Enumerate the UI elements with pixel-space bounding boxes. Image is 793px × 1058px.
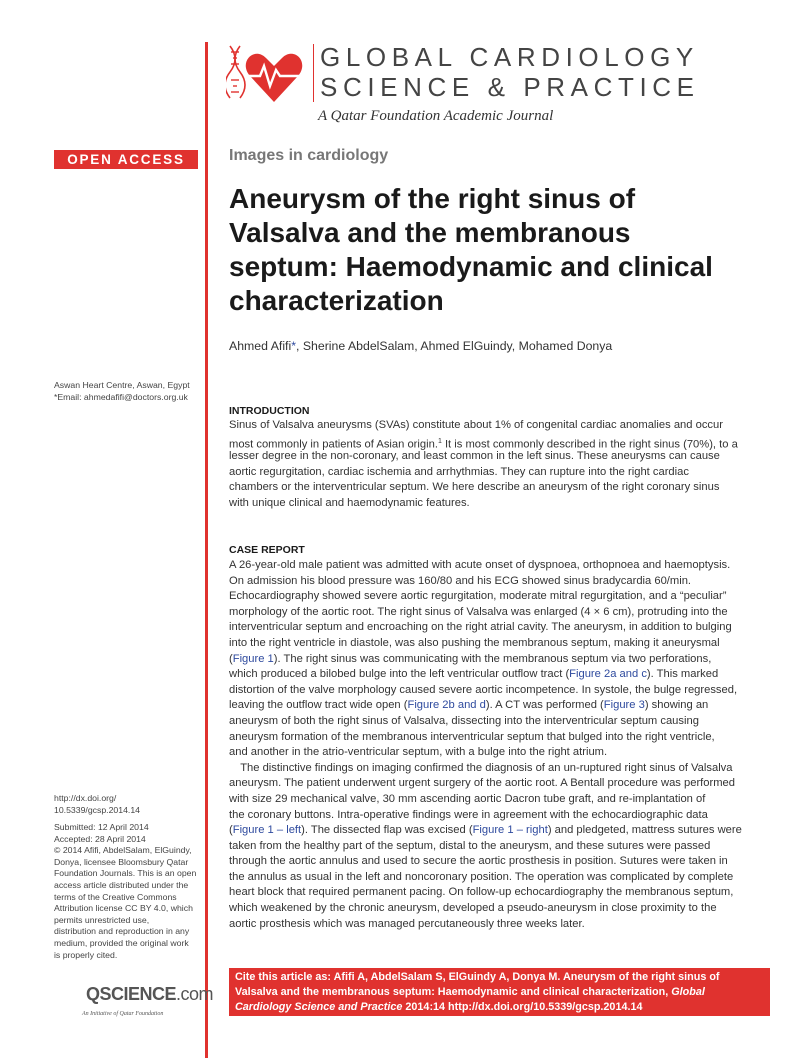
- journal-name-italic: Cardiology Science and Practice: [235, 1000, 403, 1013]
- publisher-name: QSCIENCE: [86, 984, 177, 1004]
- text-line: which weakened by the chronic aneurysm, developed a pseudo-aneurysm in close proximity to the: [229, 902, 717, 915]
- text-line: interventricular septum and encroaching on the right atrial cavity. The aneurysm, in addition to bulging: [229, 621, 732, 634]
- case-report-body: [229, 558, 774, 932]
- title-line: Aneurysm of the right sinus of: [229, 183, 636, 214]
- title-line: characterization: [229, 285, 444, 316]
- text-line: morphology of the aortic root. The right sinus of Valsalva was enlarged (4 × 6 cm), protruding into the: [229, 605, 728, 618]
- title-line: septum: Haemodynamic and clinical: [229, 251, 713, 282]
- citation-box: [229, 968, 770, 1016]
- margin-rule: [205, 42, 208, 1058]
- meta-line: distribution and reproduction in any: [54, 926, 190, 937]
- publisher-tagline: An Initiative of Qatar Foundation: [82, 1011, 164, 1017]
- meta-line: medium, provided the original work: [54, 937, 189, 948]
- figure-link[interactable]: Figure 1 – right: [472, 824, 548, 837]
- logo-divider: [313, 44, 314, 102]
- case-report-heading: CASE REPORT: [229, 544, 305, 556]
- heart-dna-icon: [226, 44, 304, 104]
- text-line: aneurysm formation of the membranous interventricular septum that bulged into the right ventricle,: [229, 730, 715, 743]
- text-line: into the right ventricle in diastole, was also pushing the membranous septum, making it aneurysmal: [229, 636, 720, 649]
- introduction-heading: INTRODUCTION: [229, 405, 310, 417]
- text-line: lesser degree in the non-coronary, and least common in the left sinus. These aneurysms can cause: [229, 450, 720, 463]
- text-line: aortic regurgitation, cardiac ischemia and arrhythmias. They can rupture into the right cardiac: [229, 465, 689, 478]
- journal-name-line2: SCIENCE & PRACTICE: [320, 72, 700, 102]
- figure-link[interactable]: Figure 1: [232, 652, 274, 665]
- section-label: Images in cardiology: [229, 147, 389, 164]
- figure-link[interactable]: Figure 2a and c: [569, 668, 647, 681]
- text-line: taken from the healthy part of the septum, distal to the aneurysm, and these sutures were passed: [229, 839, 711, 852]
- meta-line: Accepted: 28 April 2014: [54, 833, 146, 844]
- author-list: [229, 339, 612, 353]
- doi-line[interactable]: http://dx.doi.org/: [54, 793, 117, 803]
- text-line: Cite this article as: Afifi A, AbdelSalam S, ElGuindy A, Donya M. Aneurysm of the right sinus of: [235, 971, 720, 983]
- meta-line: Submitted: 12 April 2014: [54, 822, 149, 832]
- text-line: A 26-year-old male patient was admitted with acute onset of dyspnoea, orthopnoea and haemoptysis.: [229, 559, 731, 571]
- text-line: aneurysm of both the right sinus of Valsalva, dissecting into the interventricular septum causing: [229, 714, 699, 727]
- text-line: with unique clinical and haemodynamic features.: [229, 496, 470, 509]
- meta-line: permits unrestricted use,: [54, 914, 150, 925]
- meta-line: Foundation Journals. This is an open: [54, 868, 197, 879]
- text-line: aneurysm. The patient underwent urgent surgery of the aortic root. A Bentall procedure was performed: [229, 777, 735, 790]
- text-line: leaving the outflow tract wide open (Figure 2b and d). A CT was performed (Figure 3) showing an: [229, 699, 709, 712]
- affiliation-institution: Aswan Heart Centre, Aswan, Egypt: [54, 380, 190, 390]
- text-line: The distinctive findings on imaging confirmed the diagnosis of an un-ruptured right sinus of Valsalva: [229, 761, 733, 774]
- publisher-suffix: .com: [176, 984, 214, 1004]
- text-line: through the aortic annulus and used to secure the aortic prosthesis in position. Sutures were taken in: [229, 855, 728, 868]
- author-name: Ahmed Afifi: [229, 339, 292, 353]
- meta-line: is properly cited.: [54, 949, 118, 960]
- journal-name-italic: Global: [671, 985, 705, 998]
- doi-block[interactable]: [54, 793, 140, 816]
- text-line: Sinus of Valsalva aneurysms (SVAs) constitute about 1% of congenital cardiac anomalies and occur: [229, 419, 723, 431]
- doi-line[interactable]: 10.5339/gcsp.2014.14: [54, 804, 140, 815]
- reference-superscript[interactable]: 1: [437, 437, 442, 445]
- publisher-logo: [86, 984, 213, 1005]
- text-line: with size 29 mechanical valve, 30 mm ascending aortic Dacron tube graft, and re-implantation of: [229, 792, 706, 805]
- figure-link[interactable]: Figure 2b and d: [407, 699, 486, 712]
- text-line: Cardiology Science and Practice 2014:14 http://dx.doi.org/10.5339/gcsp.2014.14: [235, 1000, 643, 1013]
- text-line: Echocardiography showed severe aortic regurgitation, moderate mitral regurgitation, and a “peculiar”: [229, 590, 727, 603]
- affiliation: [54, 379, 190, 403]
- text-line: most commonly in patients of Asian origin.$^1$ It is most commonly described in the right sinus (70%), to a: [229, 437, 738, 451]
- text-line: (Figure 1 – left). The dissected flap was excised (Figure 1 – right) and pledgeted, mattress sutures were: [229, 824, 742, 837]
- corresponding-author-link[interactable]: *: [291, 339, 296, 353]
- text-line: On admission his blood pressure was 160/80 and his ECG showed sinus bradycardia 60/min.: [229, 574, 692, 587]
- journal-name-line1: GLOBAL CARDIOLOGY: [320, 42, 699, 72]
- affiliation-email[interactable]: *Email: ahmedafifi@doctors.org.uk: [54, 392, 188, 402]
- open-access-badge: OPEN ACCESS: [54, 150, 198, 169]
- meta-line: terms of the Creative Commons: [54, 891, 177, 902]
- text-line: and another in the atrio-ventricular septum, with a bulge into the right atrium.: [229, 746, 608, 759]
- meta-line: © 2014 Afifi, AbdelSalam, ElGuindy,: [54, 845, 192, 856]
- text-line: heart block that required permanent pacing. On follow-up echocardiography the membranous septum,: [229, 886, 734, 899]
- meta-line: Donya, licensee Bloomsbury Qatar: [54, 856, 189, 867]
- figure-link[interactable]: Figure 3: [603, 699, 645, 712]
- text-line: which produced a bilobed bulge into the left ventricular outflow tract (Figure 2a and c). This marked: [229, 668, 719, 681]
- text-line: aortic prosthesis which was managed percutaneously three weeks later.: [229, 917, 585, 930]
- text-line: the coronary buttons. Intra-operative findings were in agreement with the echocardiographic data: [229, 808, 708, 821]
- introduction-body: [229, 418, 774, 512]
- journal-tagline: A Qatar Foundation Academic Journal: [318, 108, 554, 124]
- text-line: distortion of the valve morphology caused severe aortic incompetence. In systole, the bulge regressed,: [229, 683, 738, 696]
- meta-line: Attribution license CC BY 4.0, which: [54, 903, 193, 914]
- text-line: (Figure 1). The right sinus was communicating with the membranous septum via two perforations,: [229, 652, 712, 665]
- dates-license-block: [54, 822, 196, 961]
- text-line: the annulus as usual in the left and noncoronary position. The operation was complicated by complete: [229, 870, 734, 883]
- text-line: chambers or the interventricular septum. We here describe an aneurysm of the right coronary sinus: [229, 481, 720, 494]
- text-line: Valsalva and the membranous septum: Haemodynamic and clinical characterization, Global: [235, 985, 705, 998]
- title-line: Valsalva and the membranous: [229, 217, 631, 248]
- meta-line: access article distributed under the: [54, 879, 189, 890]
- article-title: [229, 182, 769, 318]
- figure-link[interactable]: Figure 1 – left: [232, 824, 302, 837]
- author-names-rest: , Sherine AbdelSalam, Ahmed ElGuindy, Mohamed Donya: [296, 339, 613, 353]
